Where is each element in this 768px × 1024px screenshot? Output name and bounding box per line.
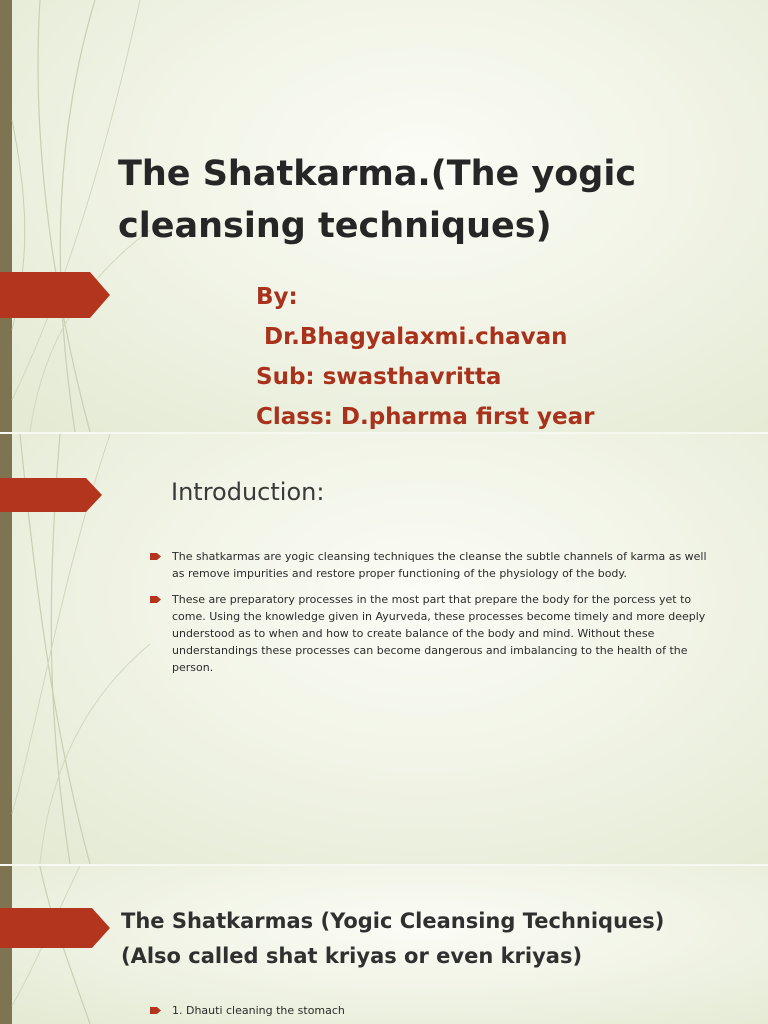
list-item [148, 1002, 345, 1019]
bullet-text: 1. Dhauti cleaning the stomach [172, 1004, 345, 1017]
slide-title-heading: The Shatkarma.(The yogic cleansing techniques) [118, 154, 637, 246]
arrow-bullet-icon [150, 552, 162, 561]
bullet-text: These are preparatory processes in the most part that prepare the body for the porcess yet to come. Using the knowledge given in Ayurveda, these processes become timely and more deeply understood as to when and how to create balance of the body and mind. Without these understandings these processes can become dangerous and imbalancing to the health of the person. [172, 593, 706, 674]
title-line: (Also called shat kriyas or even kriyas) [121, 944, 583, 968]
arrow-bullet-icon [150, 595, 162, 604]
bullet-list [148, 1002, 345, 1019]
subtitle-line: Sub: swasthavritta [256, 364, 502, 390]
slide-title-heading [121, 904, 664, 974]
slide-shatkarmas [0, 866, 768, 1024]
title-line: The Shatkarmas (Yogic Cleansing Techniques) [121, 909, 665, 933]
list-item [148, 548, 708, 582]
arrow-bullet-icon [150, 1006, 162, 1015]
slide-title [0, 0, 768, 432]
author-info [256, 277, 594, 432]
list-item [148, 591, 708, 676]
arrow-tab-icon [0, 908, 112, 948]
arrow-tab-icon [0, 478, 104, 512]
arrow-tab-icon [0, 272, 112, 318]
subtitle-line: Dr.Bhagyalaxmi.chavan [256, 324, 568, 350]
bullet-text: The shatkarmas are yogic cleansing techniques the cleanse the subtle channels of karma as well as remove impurities and restore proper functioning of the physiology of the body. [172, 550, 707, 580]
subtitle-line: By: [256, 284, 298, 310]
bullet-list [148, 548, 708, 685]
section-heading: Introduction: [171, 478, 325, 506]
slide-introduction [0, 434, 768, 864]
subtitle-line: Class: D.pharma first year [256, 404, 595, 430]
